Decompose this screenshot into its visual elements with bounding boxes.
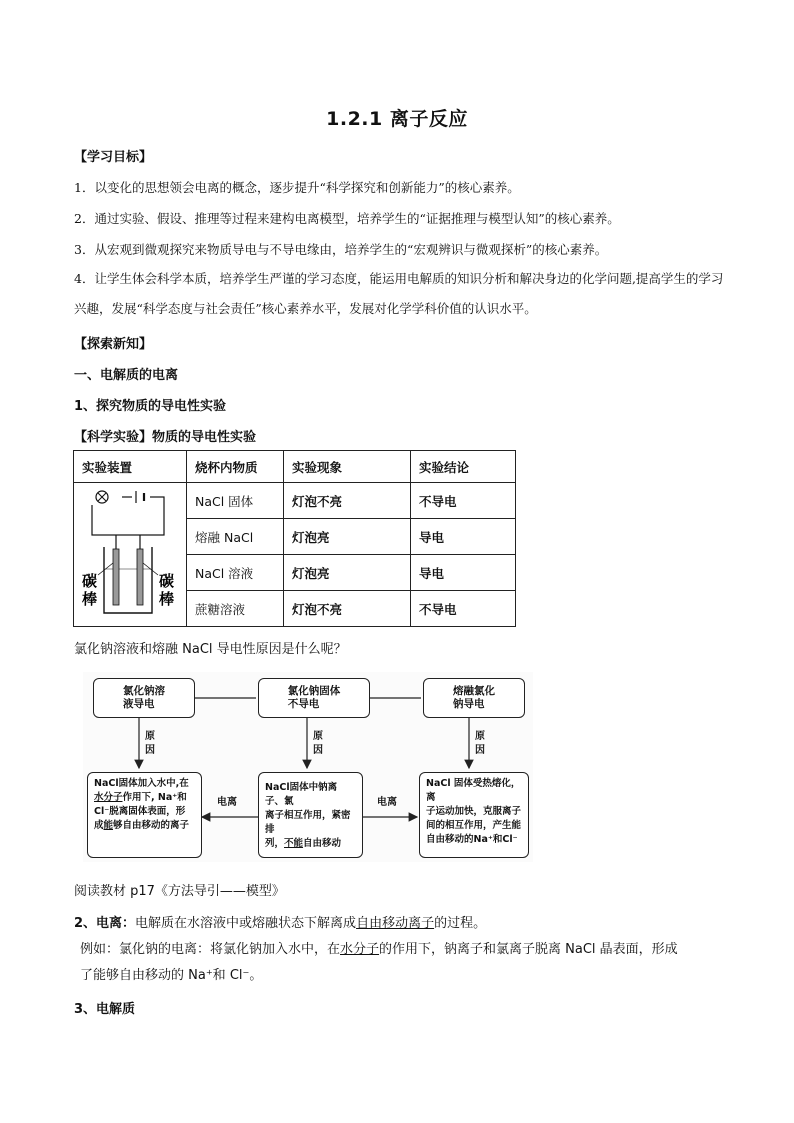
objectives-heading: 【学习目标】 [74,150,153,165]
table-cell: 灯泡不亮 [284,591,411,627]
section-heading-1: 一、电解质的电离 [74,368,179,383]
flow-detail-molten: NaCl 固体受热熔化，离 子运动加快，克服离子 间的相互作用，产生能 自由移动的Na⁺和Cl⁻ [419,772,529,858]
question-text: 氯化钠溶液和熔融 NaCl 导电性原因是什么呢？ [74,642,347,657]
experiment-title: 【科学实验】物质的导电性实验 [74,430,257,445]
flow-box-molten: 熔融氯化 钠导电 [423,678,525,718]
reading-note: 阅读教材 p17《方法导引——模型》 [74,884,285,899]
conductivity-table [73,450,516,627]
table-header-row [74,451,516,483]
table-cell: NaCl 溶液 [187,555,284,591]
table-cell: 灯泡不亮 [284,483,411,519]
table-cell: 导电 [411,555,516,591]
flow-detail-solution: NaCl固体加入水中,在 水分子作用下, Na⁺和 Cl⁻脱离固体表面，形 成能够自由移动的离子 [87,772,202,858]
subsection-heading-1: 1、探究物质的导电性实验 [74,399,227,414]
table-cell: 不导电 [411,483,516,519]
ionization-example: 例如：氯化钠的电离：将氯化钠加入水中，在水分子的作用下，钠离子和氯离子脱离 NaCl 晶表面，形成 [80,942,678,957]
objective-3: 3．从宏观到微观探究来物质导电与不导电缘由，培养学生的“宏观辨识与微观探析”的核心素养。 [74,242,608,257]
table-header: 实验现象 [284,451,411,483]
objective-2: 2．通过实验、假设、推理等过程来建构电离模型，培养学生的“证据推理与模型认知”的核心素养。 [74,211,620,226]
explore-heading: 【探索新知】 [74,337,153,352]
table-row [74,483,516,519]
table-cell: 蔗糖溶液 [187,591,284,627]
table-cell: NaCl 固体 [187,483,284,519]
rod-label-left-2: 棒 [82,590,98,608]
table-cell: 灯泡亮 [284,555,411,591]
table-cell: 灯泡亮 [284,519,411,555]
flow-box-solution: 氯化钠溶 液导电 [93,678,195,718]
ionization-definition: 2、电离：电解质在水溶液中或熔融状态下解离成自由移动离子的过程。 [74,916,487,931]
flow-box-solid: 氯化钠固体 不导电 [258,678,370,718]
section-heading-3: 3、电解质 [74,1002,136,1017]
ionization-example-cont: 了能够自由移动的 Na⁺和 Cl⁻。 [80,968,263,983]
table-header: 实验装置 [74,451,187,483]
table-header: 实验结论 [411,451,516,483]
reason-label-left: 原 因 [145,731,155,756]
carbon-rod-left [113,549,119,605]
flow-detail-solid: NaCl固体中钠离子、氯 离子相互作用，紧密排 列，不能自由移动 [258,772,363,858]
table-cell: 导电 [411,519,516,555]
table-cell: 熔融 NaCl [187,519,284,555]
rod-label-left-1: 碳 [82,572,98,590]
page-title: 1.2.1 离子反应 [326,108,468,130]
ionization-arrow-label-right: 电离 [377,797,397,808]
apparatus-diagram [74,483,186,623]
rod-label-right-2: 棒 [159,590,175,608]
reason-label-right: 原 因 [475,731,485,756]
objective-1: 1．以变化的思想领会电离的概念，逐步提升“科学探究和创新能力”的核心素养。 [74,180,520,195]
ionization-flowchart [83,672,533,862]
table-cell: 不导电 [411,591,516,627]
rod-label-right-1: 碳 [159,572,175,590]
objective-4: 4．让学生体会科学本质，培养学生严谨的学习态度，能运用电解质的知识分析和解决身边的化学问题,提高学生的学习兴趣，发展“科学态度与社会责任”核心素养水平，发展对化学学科价值的认识水平。 [74,271,724,316]
reason-label-mid: 原 因 [313,731,323,756]
beaker-icon [104,547,152,613]
table-header: 烧杯内物质 [187,451,284,483]
carbon-rod-right [137,549,143,605]
apparatus-cell [74,483,187,627]
ionization-arrow-label-left: 电离 [217,797,237,808]
